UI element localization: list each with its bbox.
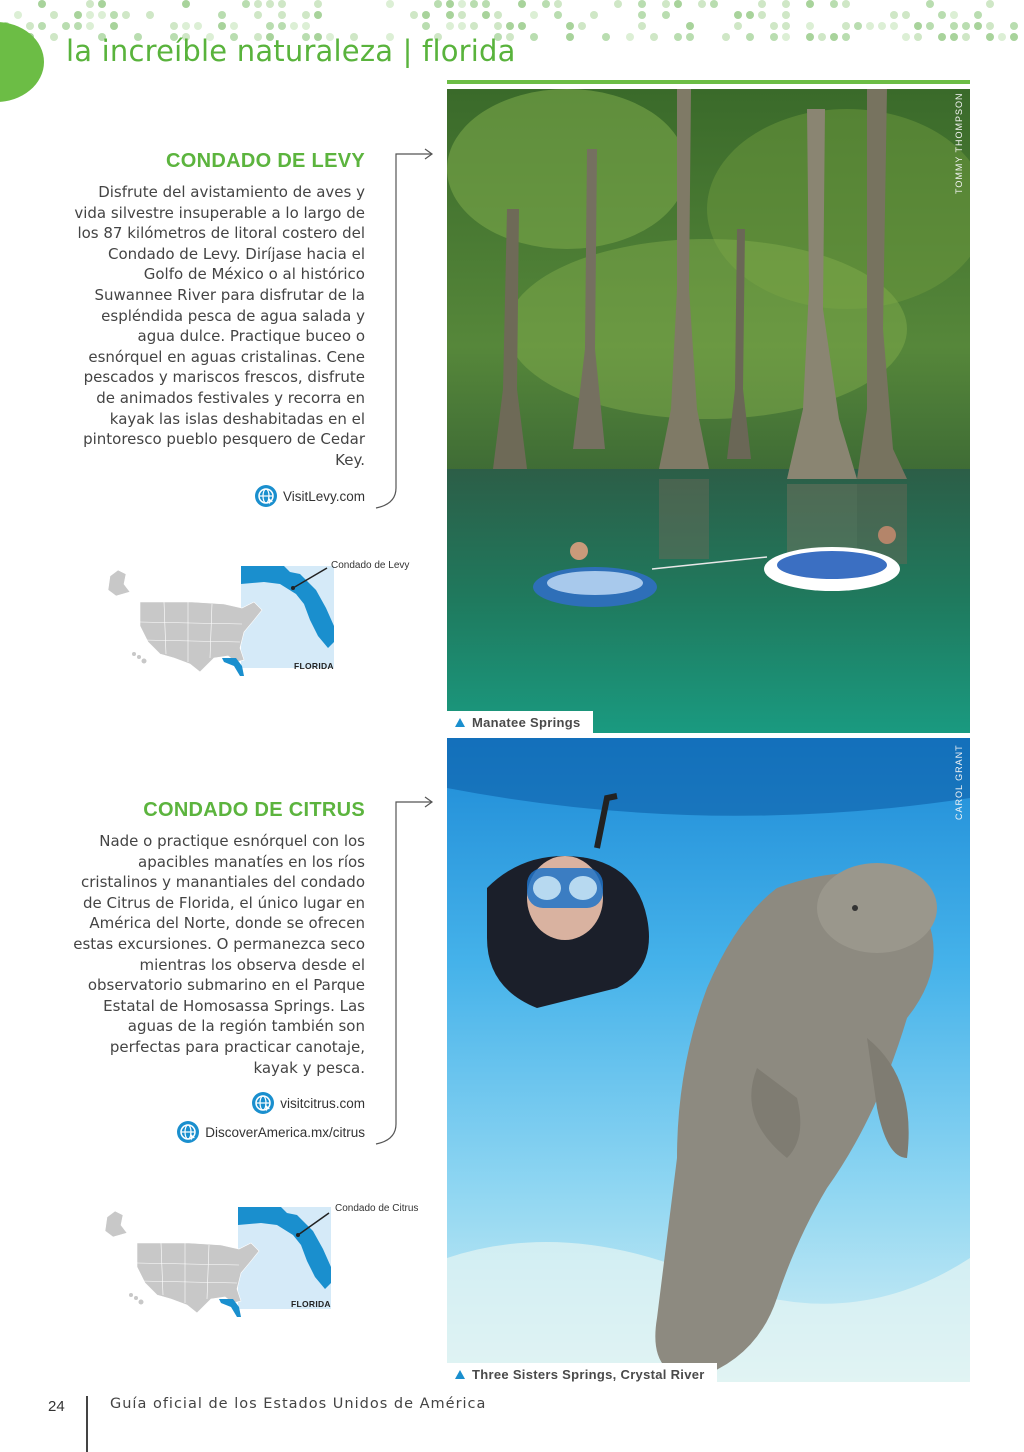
decoration-dot (218, 11, 226, 19)
decoration-dot (254, 11, 262, 19)
footer-page-number: 24 (48, 1398, 65, 1415)
decoration-dot (266, 0, 274, 8)
decoration-dot (770, 33, 778, 41)
decoration-dot (98, 0, 106, 8)
decoration-dot (482, 11, 490, 19)
decoration-dot (638, 0, 646, 8)
decoration-dot (1010, 33, 1018, 41)
caption-triangle-icon (455, 1370, 465, 1379)
decoration-dot (782, 0, 790, 8)
web-globe-icon (255, 485, 277, 507)
arrow-bracket-citrus (372, 796, 438, 1148)
web-globe-icon (252, 1092, 274, 1114)
link-visitlevy[interactable] (255, 485, 365, 507)
link-label: DiscoverAmerica.mx/citrus (205, 1124, 365, 1140)
decoration-dot (38, 22, 46, 30)
decoration-dot (806, 33, 814, 41)
decoration-dot (770, 22, 778, 30)
decoration-dot (518, 22, 526, 30)
decoration-dot (458, 11, 466, 19)
decoration-dot (26, 22, 34, 30)
decoration-dot (866, 22, 874, 30)
decoration-dot (830, 0, 838, 8)
decoration-dot (914, 33, 922, 41)
decoration-dot (842, 33, 850, 41)
decoration-dot (926, 0, 934, 8)
decoration-dot (614, 0, 622, 8)
decoration-dot (566, 33, 574, 41)
decoration-dot (722, 33, 730, 41)
decoration-dot (650, 33, 658, 41)
section-title-levy: CONDADO DE LEVY (166, 150, 365, 172)
photo-three-sisters-springs (447, 738, 970, 1382)
decoration-dot (842, 0, 850, 8)
decoration-dot (686, 22, 694, 30)
decoration-dot (542, 0, 550, 8)
decoration-dot (14, 11, 22, 19)
decoration-dot (230, 22, 238, 30)
photo-caption-three-sisters (447, 1363, 717, 1385)
decoration-dot (818, 33, 826, 41)
link-label: visitcitrus.com (280, 1095, 365, 1111)
decoration-dot (986, 33, 994, 41)
decoration-dot (314, 0, 322, 8)
decoration-dot (446, 11, 454, 19)
photo-caption-manatee-springs (447, 711, 593, 733)
decoration-dot (902, 33, 910, 41)
decoration-dot (950, 22, 958, 30)
arrow-bracket-levy (372, 148, 438, 512)
section-body-levy: Disfrute del avistamiento de aves y vida silvestre insuperable a lo largo de los 87 kilómetros de litoral costero del Condado de Levy. Diríjase hacia el Golfo de México o al histórico Suwannee River para disfrutar de la espléndida pesca de agua salada y agua dulce. Practique buceo o esnórquel en aguas cristalinas. Cene pescados y mariscos frescos, disfrute de animados festivales y recorra en kayak las islas deshabitadas en el pintoresco pueblo pesquero de Cedar Key. (74, 183, 365, 469)
caption-triangle-icon (455, 718, 465, 727)
decoration-dot (494, 11, 502, 19)
decoration-dot (662, 11, 670, 19)
web-globe-icon (177, 1121, 199, 1143)
decoration-dot (782, 22, 790, 30)
decoration-dot (554, 0, 562, 8)
decoration-dot (278, 0, 286, 8)
map-state-label-levy: FLORIDA (294, 661, 334, 671)
decoration-dot (554, 11, 562, 19)
map-county-label-levy: Condado de Levy (331, 560, 410, 571)
decoration-dot (122, 11, 130, 19)
decoration-dot (254, 0, 262, 8)
decoration-dot (890, 11, 898, 19)
decoration-dot (446, 0, 454, 8)
decoration-dot (242, 0, 250, 8)
decoration-dot (746, 11, 754, 19)
decoration-dot (950, 33, 958, 41)
decoration-dot (902, 11, 910, 19)
decoration-dot (98, 11, 106, 19)
decoration-dot (386, 0, 394, 8)
decoration-dot (590, 11, 598, 19)
decoration-dot (938, 33, 946, 41)
photo-credit-citrus: CAROL GRANT (954, 744, 964, 820)
decoration-dot (638, 22, 646, 30)
decoration-dot (734, 22, 742, 30)
decoration-dot (974, 22, 982, 30)
decoration-dot (218, 22, 226, 30)
decoration-dot (638, 11, 646, 19)
link-visitcitrus[interactable] (252, 1092, 365, 1114)
caption-text: Manatee Springs (472, 714, 581, 730)
footer-divider (86, 1396, 88, 1452)
decoration-dot (470, 22, 478, 30)
decoration-dot (182, 0, 190, 8)
decoration-dot (446, 22, 454, 30)
decoration-dot (302, 22, 310, 30)
decoration-dot (86, 11, 94, 19)
decoration-dot (890, 22, 898, 30)
decoration-dot (482, 0, 490, 8)
decoration-dot (938, 11, 946, 19)
decoration-dot (266, 22, 274, 30)
decoration-dot (662, 0, 670, 8)
decoration-dot (686, 33, 694, 41)
decoration-dot (302, 11, 310, 19)
decoration-dot (290, 22, 298, 30)
decoration-dot (566, 22, 574, 30)
decoration-dot (986, 22, 994, 30)
caption-text: Three Sisters Springs, Crystal River (472, 1366, 705, 1382)
decoration-dot (734, 11, 742, 19)
decoration-dot (494, 22, 502, 30)
decoration-dot (782, 33, 790, 41)
decoration-dot (578, 22, 586, 30)
decoration-dot (530, 33, 538, 41)
decoration-dot (278, 11, 286, 19)
decoration-dot (422, 22, 430, 30)
decoration-dot (62, 22, 70, 30)
decoration-dot (470, 0, 478, 8)
decoration-dot (986, 0, 994, 8)
decoration-dot (674, 0, 682, 8)
decoration-dot (74, 22, 82, 30)
decoration-dot (674, 33, 682, 41)
decoration-dot (194, 22, 202, 30)
map-state-label-citrus: FLORIDA (291, 1299, 331, 1309)
decoration-dot (110, 22, 118, 30)
decoration-dot (170, 22, 178, 30)
decoration-dot (806, 22, 814, 30)
decoration-dot (182, 22, 190, 30)
decoration-dot (962, 22, 970, 30)
header-green-rule (447, 80, 970, 84)
decoration-dot (998, 33, 1006, 41)
page-header-title: la increíble naturaleza | florida (66, 34, 516, 68)
decoration-dot (602, 33, 610, 41)
decoration-dot (146, 11, 154, 19)
decoration-dot (746, 33, 754, 41)
decoration-dot (842, 22, 850, 30)
decoration-dot (758, 0, 766, 8)
decoration-dot (278, 22, 286, 30)
map-county-label-citrus: Condado de Citrus (335, 1203, 419, 1214)
decoration-dot (782, 11, 790, 19)
decoration-dot (878, 22, 886, 30)
decoration-dot (530, 11, 538, 19)
section-title-citrus: CONDADO DE CITRUS (143, 799, 365, 821)
decoration-dot (38, 0, 46, 8)
decoration-dot (854, 22, 862, 30)
decoration-dot (626, 33, 634, 41)
decoration-dot (830, 33, 838, 41)
decoration-dot (434, 0, 442, 8)
decoration-dot (506, 22, 514, 30)
decoration-dot (458, 22, 466, 30)
decoration-dot (110, 11, 118, 19)
decoration-dot (758, 11, 766, 19)
link-discoveramerica-citrus[interactable] (177, 1121, 365, 1143)
decoration-dot (974, 11, 982, 19)
decoration-dot (950, 11, 958, 19)
decoration-dot (86, 22, 94, 30)
footer-guide-title: Guía oficial de los Estados Unidos de América (110, 1396, 487, 1412)
decoration-dot (458, 0, 466, 8)
decoration-dot (50, 33, 58, 41)
link-label: VisitLevy.com (282, 488, 365, 504)
decoration-dot (518, 0, 526, 8)
decoration-dot (422, 11, 430, 19)
decoration-dot (926, 22, 934, 30)
decoration-dot (914, 22, 922, 30)
decoration-dot (962, 33, 970, 41)
decoration-dot (698, 0, 706, 8)
decoration-dot (410, 11, 418, 19)
decoration-dot (1010, 22, 1018, 30)
decoration-dot (806, 0, 814, 8)
section-body-citrus: Nade o practique esnórquel con los apacibles manatíes en los ríos cristalinos y manantiales del condado de Citrus de Florida, el único lugar en América del Norte, donde se ofrecen estas excursiones. O permanezca seco mientras los observa desde el observatorio submarino en el Parque Estatal de Homosassa Springs. Las aguas de la región también son perfectas para practicar canotaje, kayak y pesca. (73, 832, 365, 1077)
decoration-dot (314, 11, 322, 19)
decoration-dot (50, 11, 58, 19)
photo-manatee-springs (447, 89, 970, 733)
decoration-dot (710, 0, 718, 8)
photo-credit-levy: TOMMY THOMPSON (954, 92, 964, 194)
decoration-dot (86, 0, 94, 8)
decoration-dot (74, 11, 82, 19)
